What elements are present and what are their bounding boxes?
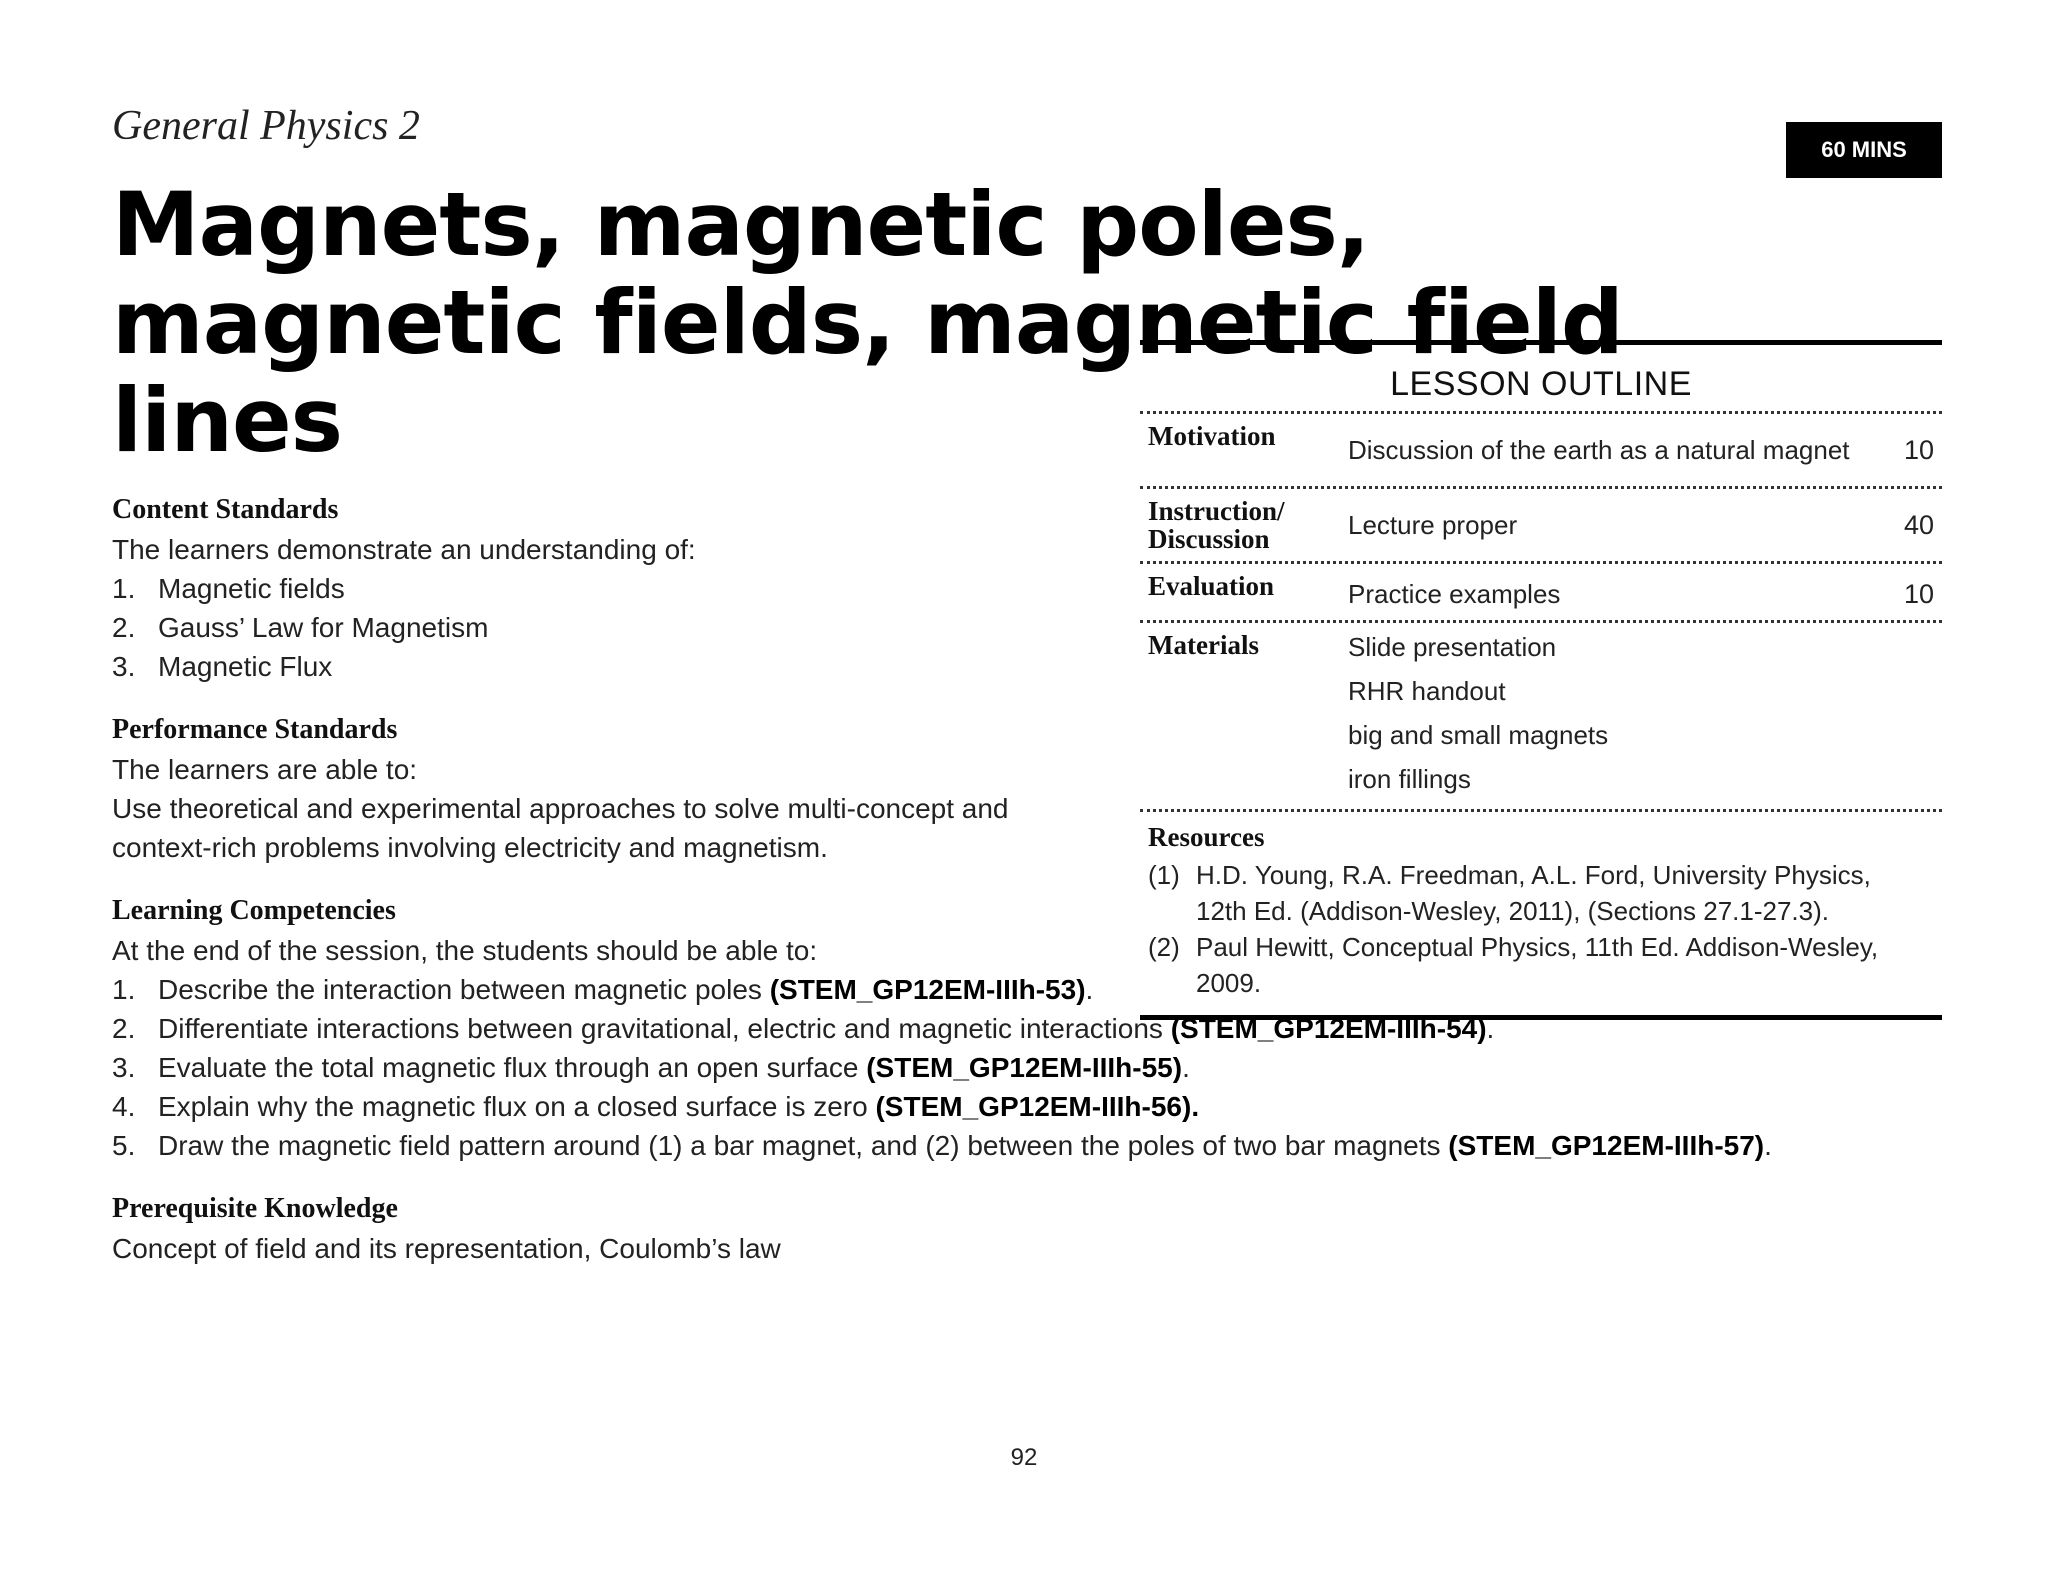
list-text: Magnetic Flux — [158, 651, 333, 682]
resource-item — [1148, 857, 1916, 929]
list-item — [112, 1048, 1872, 1087]
list-item — [112, 970, 1098, 1009]
list-number: 1. — [112, 573, 136, 604]
resource-item — [1148, 929, 1916, 1001]
title-line-1: Magnets, magnetic poles, — [112, 173, 1370, 276]
competency-code: (STEM_GP12EM-IIIh-57) — [1448, 1130, 1765, 1161]
learning-competencies-heading: Learning Competencies — [112, 895, 396, 926]
performance-standards-intro: The learners are able to: — [112, 754, 418, 785]
resources-list — [1140, 857, 1942, 1001]
outline-row-materials — [1140, 623, 1942, 812]
material-item: iron fillings — [1348, 764, 1471, 794]
competency-code: (STEM_GP12EM-IIIh-56). — [875, 1091, 1200, 1122]
competency-code: (STEM_GP12EM-IIIh-55) — [866, 1052, 1183, 1083]
outline-category: Instruction/ Discussion — [1148, 496, 1285, 554]
outline-minutes: 40 — [1903, 510, 1934, 540]
resource-text: H.D. Young, R.A. Freedman, A.L. Ford, University Physics, 12th Ed. (Addison-Wesley, 2011), (Sections 27.1-27.3). — [1196, 860, 1871, 926]
materials-list — [1348, 623, 1942, 801]
list-number: 5. — [112, 1130, 136, 1161]
list-text: Evaluate the total magnetic flux through an open surface — [158, 1052, 867, 1083]
resource-number: (2) — [1148, 932, 1180, 962]
list-text: Magnetic fields — [158, 573, 345, 604]
learning-competencies-intro: At the end of the session, the students should be able to: — [112, 935, 818, 966]
list-item — [112, 1087, 1872, 1126]
prerequisite-text: Concept of field and its representation, Coulomb’s law — [112, 1233, 781, 1264]
list-tail: . — [1486, 1013, 1495, 1044]
material-item: Slide presentation — [1348, 632, 1557, 662]
outline-description: Discussion of the earth as a natural magnet — [1348, 435, 1850, 465]
list-number: 2. — [112, 612, 136, 643]
list-text: Gauss’ Law for Magnetism — [158, 612, 489, 643]
subject-label: General Physics 2 — [112, 103, 420, 149]
performance-standards-text: Use theoretical and experimental approaches to solve multi-concept and context-rich problems involving electricity and magnetism. — [112, 793, 1009, 863]
performance-standards-heading: Performance Standards — [112, 714, 398, 745]
list-tail: . — [1085, 974, 1094, 1005]
resource-number: (1) — [1148, 860, 1180, 890]
resources-heading: Resources — [1148, 822, 1265, 852]
list-number: 3. — [112, 651, 136, 682]
title-line-3: lines — [112, 369, 343, 472]
outline-category: Materials — [1148, 630, 1259, 660]
list-text: Draw the magnetic field pattern around (1) a bar magnet, and (2) between the poles of two bar magnets — [158, 1130, 1449, 1161]
outline-description: Practice examples — [1348, 579, 1561, 609]
material-item: big and small magnets — [1348, 720, 1609, 750]
outline-minutes: 10 — [1903, 435, 1934, 465]
list-text: Describe the interaction between magnetic poles — [158, 974, 770, 1005]
list-number: 3. — [112, 1052, 136, 1083]
prerequisite-heading: Prerequisite Knowledge — [112, 1193, 398, 1224]
page-number: 92 — [1010, 1444, 1038, 1471]
title-line-2: magnetic fields, magnetic field — [112, 271, 1623, 374]
list-tail: . — [1764, 1130, 1772, 1161]
lesson-outline-title: LESSON OUTLINE — [1140, 345, 1942, 414]
list-item — [112, 1126, 1872, 1165]
duration-badge: 60 MINS — [1786, 122, 1942, 178]
resource-text: Paul Hewitt, Conceptual Physics, 11th Ed. Addison-Wesley, 2009. — [1196, 932, 1879, 998]
list-number: 1. — [112, 974, 136, 1005]
outline-row-instruction — [1140, 489, 1942, 564]
outline-minutes: 10 — [1903, 579, 1934, 609]
material-item: RHR handout — [1348, 676, 1506, 706]
outline-row-motivation — [1140, 414, 1942, 489]
prerequisite-section — [112, 1189, 1872, 1268]
content-standards-intro: The learners demonstrate an understanding of: — [112, 534, 696, 565]
outline-category: Motivation — [1148, 421, 1276, 451]
outline-description: Lecture proper — [1348, 510, 1518, 540]
list-number: 4. — [112, 1091, 136, 1122]
lesson-outline-box — [1140, 340, 1942, 1020]
outline-row-evaluation — [1140, 564, 1942, 623]
list-number: 2. — [112, 1013, 136, 1044]
list-text: Explain why the magnetic flux on a closed surface is zero — [158, 1091, 876, 1122]
competency-code: (STEM_GP12EM-IIIh-53) — [769, 974, 1086, 1005]
outline-category: Evaluation — [1148, 571, 1275, 601]
list-text: Differentiate interactions between gravitational, electric and magnetic interactions — [158, 1013, 1171, 1044]
competency-code: (STEM_GP12EM-IIIh-54) — [1170, 1013, 1487, 1044]
content-standards-heading: Content Standards — [112, 494, 339, 525]
list-tail: . — [1182, 1052, 1190, 1083]
